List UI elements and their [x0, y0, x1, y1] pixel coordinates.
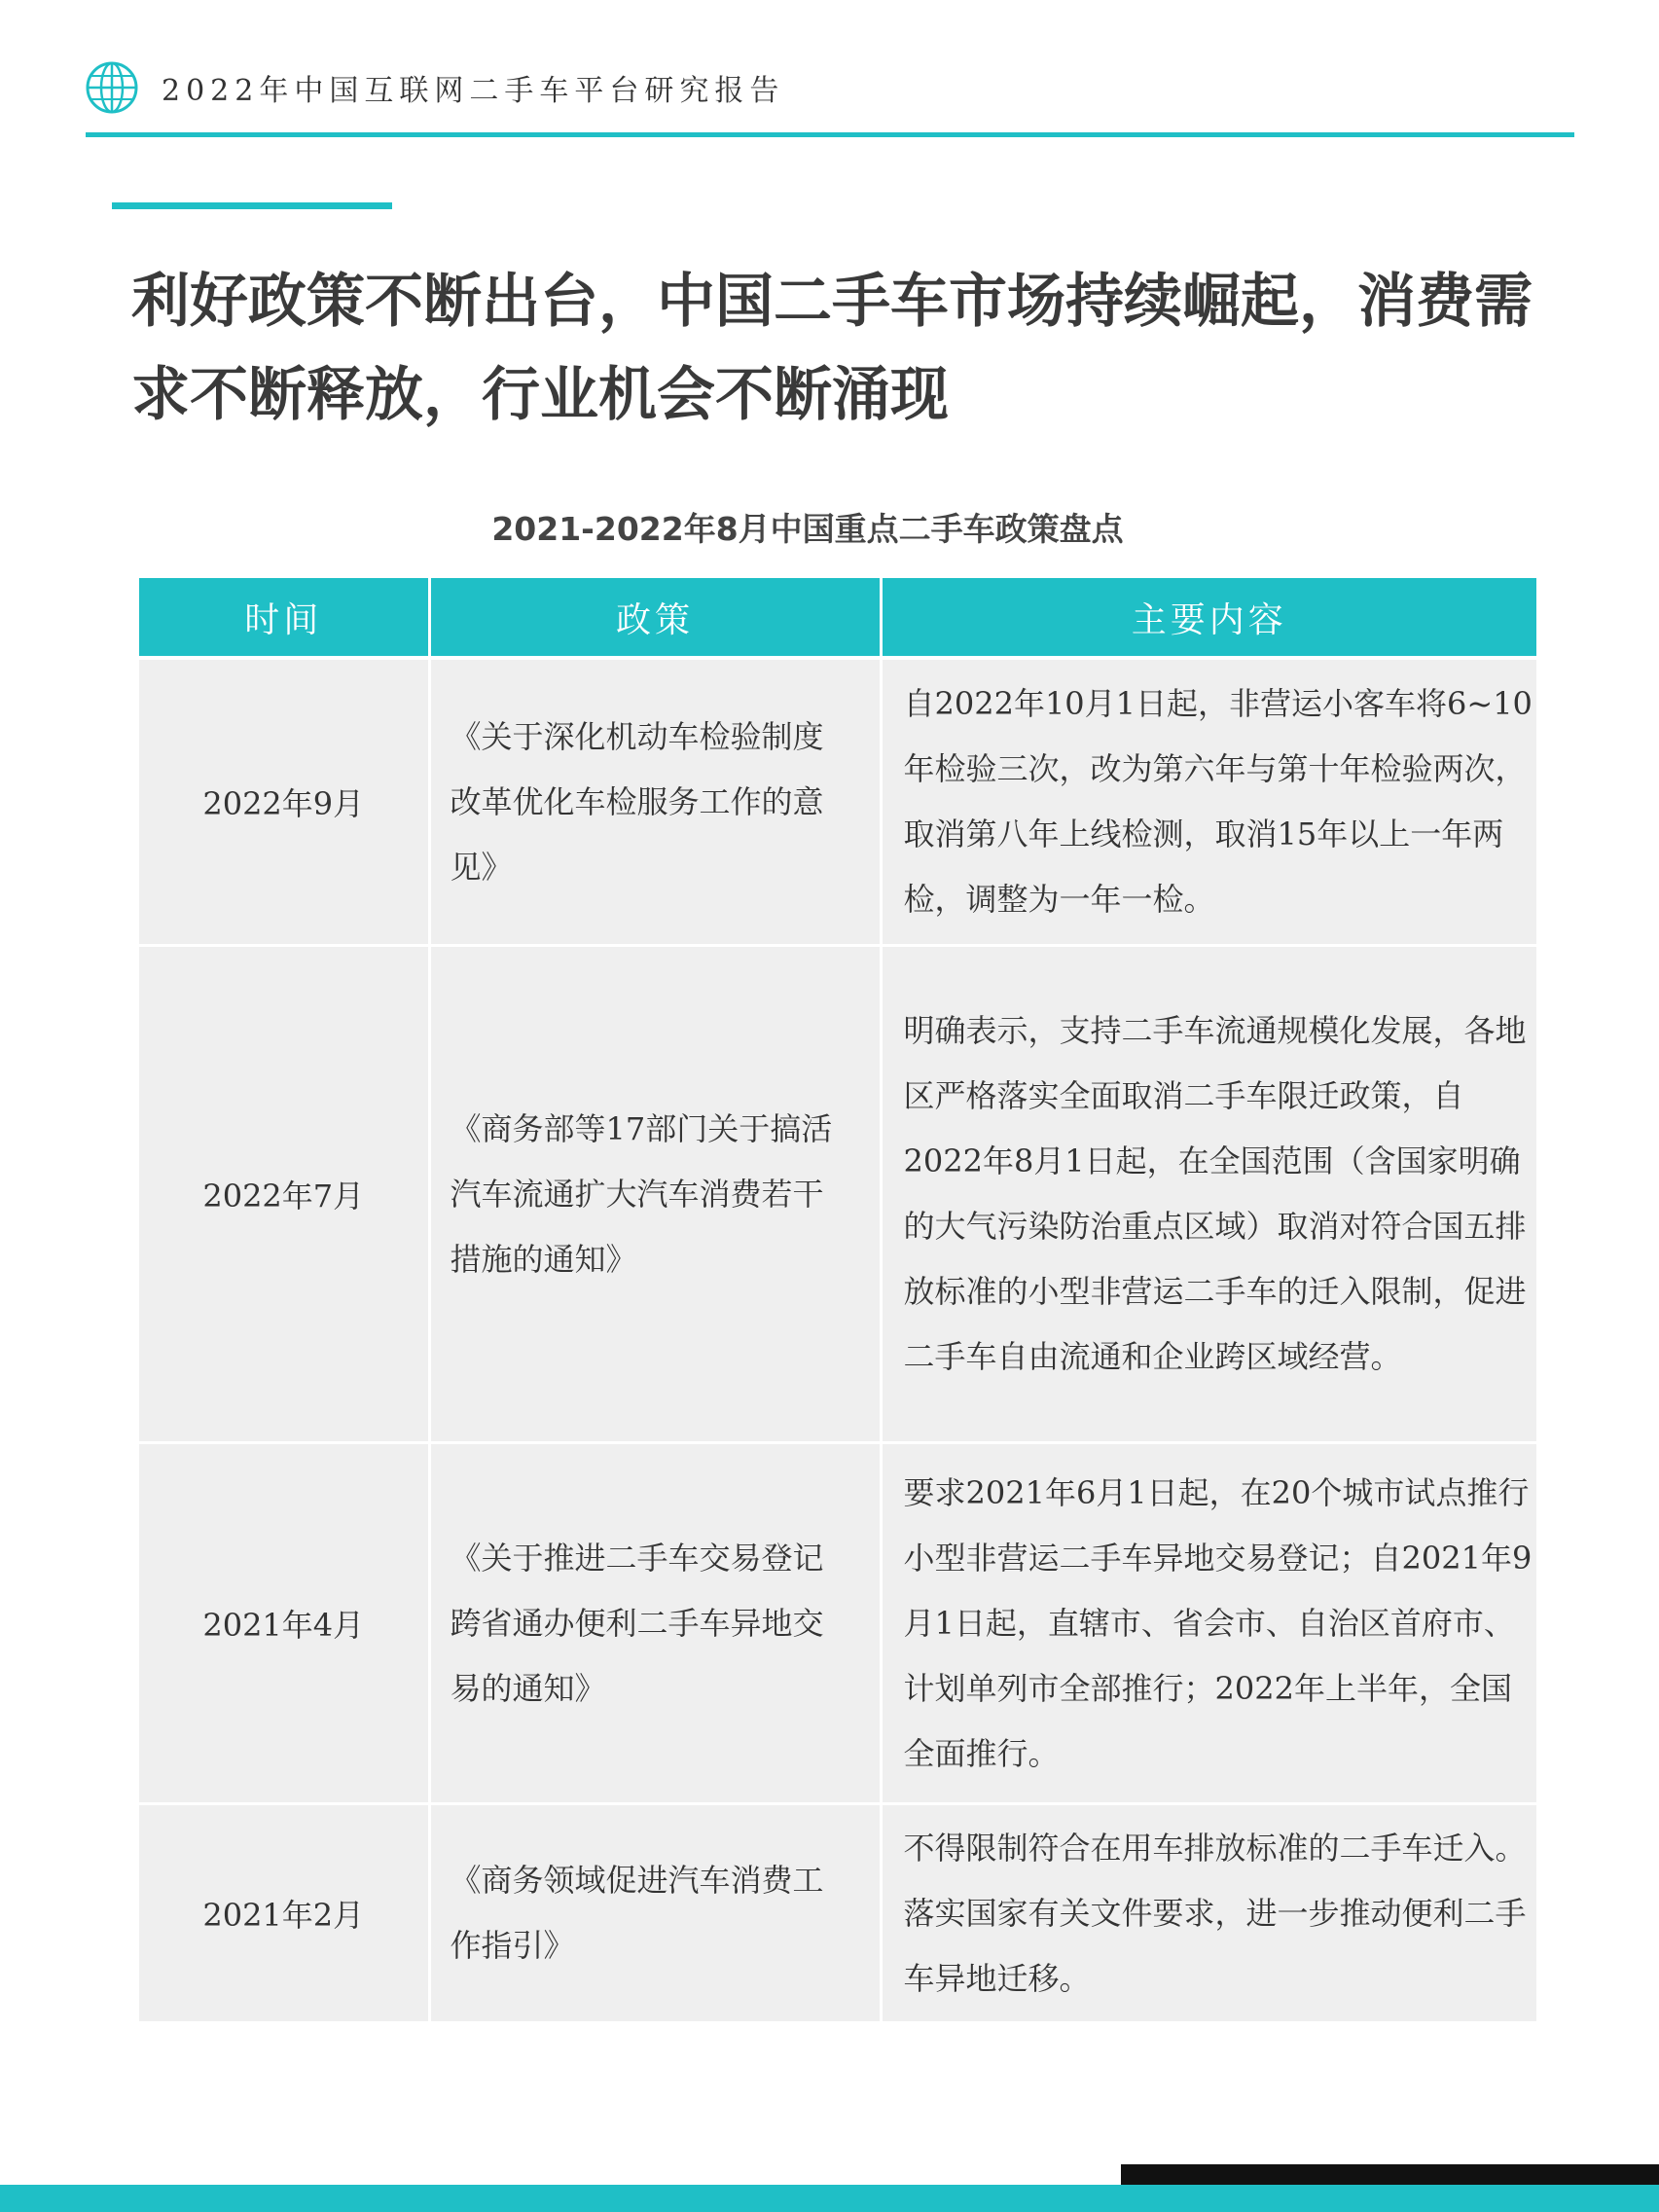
header-divider: [86, 132, 1574, 137]
cell-content: 明确表示，支持二手车流通规模化发展，各地区严格落实全面取消二手车限迁政策，自2022年8月1日起，在全国范围（含国家明确的大气污染防治重点区域）取消对符合国五排放标准的小型非营运二手车的迁入限制，促进二手车自由流通和企业跨区域经营。: [881, 946, 1536, 1443]
cell-time: 2021年2月: [139, 1804, 429, 2023]
table-row: [139, 1443, 1536, 1804]
cell-time: 2022年9月: [139, 658, 429, 946]
table-row: [139, 946, 1536, 1443]
footer-accent-bar: [0, 2185, 1659, 2212]
cell-time: 2021年4月: [139, 1443, 429, 1804]
title-accent-bar: [112, 202, 392, 209]
cell-policy: 《关于推进二手车交易登记跨省通办便利二手车异地交易的通知》: [429, 1443, 881, 1804]
table-caption: 2021-2022年8月中国重点二手车政策盘点: [491, 510, 1124, 548]
table-row: [139, 658, 1536, 946]
table-row: [139, 1804, 1536, 2023]
cell-policy: 《商务领域促进汽车消费工作指引》: [429, 1804, 881, 2023]
report-title: 2022年中国互联网二手车平台研究报告: [162, 74, 785, 108]
cell-time: 2022年7月: [139, 946, 429, 1443]
globe-icon: [86, 61, 138, 114]
table-header-row: [139, 578, 1536, 658]
policy-table: [139, 578, 1536, 2024]
cell-policy: 《商务部等17部门关于搞活汽车流通扩大汽车消费若干措施的通知》: [429, 946, 881, 1443]
cell-policy: 《关于深化机动车检验制度改革优化车检服务工作的意见》: [429, 658, 881, 946]
cell-content: 要求2021年6月1日起，在20个城市试点推行小型非营运二手车异地交易登记；自2021年9月1日起，直辖市、省会市、自治区首府市、计划单列市全部推行；2022年上半年，全国全面推行。: [881, 1443, 1536, 1804]
cell-content: 自2022年10月1日起，非营运小客车将6~10年检验三次，改为第六年与第十年检验两次，取消第八年上线检测，取消15年以上一年两检，调整为一年一检。: [881, 658, 1536, 946]
footer-dark-bar: [1121, 2164, 1659, 2186]
page-headline: 利好政策不断出台，中国二手车市场持续崛起，消费需求不断释放，行业机会不断涌现: [131, 268, 1533, 429]
report-header: [86, 58, 784, 117]
header-policy: 政策: [429, 578, 881, 658]
cell-content: 不得限制符合在用车排放标准的二手车迁入。落实国家有关文件要求，进一步推动便利二手车异地迁移。: [881, 1804, 1536, 2023]
header-content: 主要内容: [881, 578, 1536, 658]
header-time: 时间: [139, 578, 429, 658]
